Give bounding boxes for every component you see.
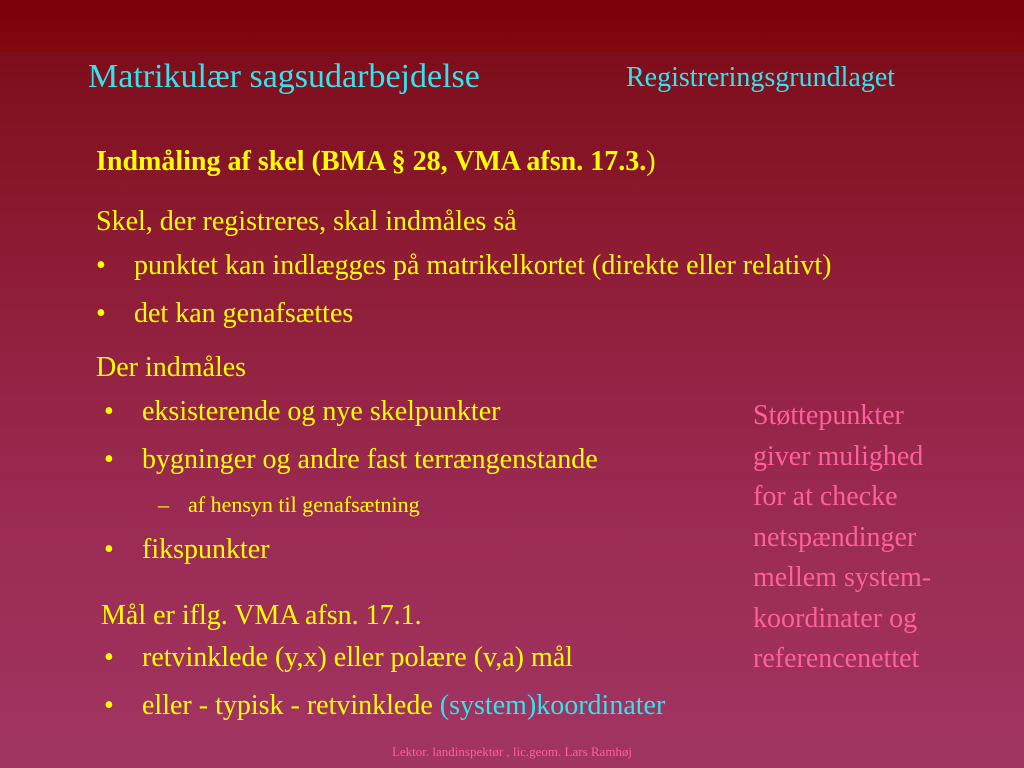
section1-intro: Skel, der registreres, skal indmåles så bbox=[96, 206, 517, 237]
note-line: netspændinger bbox=[753, 521, 917, 553]
list-item bbox=[104, 690, 665, 722]
note-line: Støttepunkter bbox=[753, 400, 904, 431]
bullet-marker: • bbox=[104, 444, 114, 475]
slide-title: Matrikulær sagsudarbejdelse bbox=[88, 58, 480, 95]
side-note bbox=[753, 396, 931, 680]
bullet-text: retvinklede (y,x) eller polære (v,a) mål bbox=[142, 642, 573, 673]
heading-bold-text: Indmåling af skel (BMA § 28, VMA afsn. 17.3. bbox=[96, 146, 647, 177]
bullet-text: eksisterende og nye skelpunkter bbox=[142, 396, 501, 427]
bullet-text: punktet kan indlægges på matrikelkortet (direkte eller relativt) bbox=[134, 250, 832, 281]
note-line: giver mulighed bbox=[753, 440, 924, 472]
section2-intro: Der indmåles bbox=[96, 352, 247, 383]
bullet-marker: • bbox=[96, 298, 106, 329]
section-heading bbox=[96, 146, 656, 178]
dash-marker: – bbox=[158, 492, 169, 517]
list-item bbox=[104, 642, 573, 674]
note-line: for at checke bbox=[753, 481, 898, 512]
highlight-text: (system)koordinater bbox=[439, 690, 666, 721]
bullet-marker: • bbox=[104, 534, 114, 565]
note-line: referencenettet bbox=[753, 643, 920, 674]
slide-footer: Lektor. landinspektør , lic.geom. Lars Ramhøj bbox=[391, 744, 633, 759]
list-item bbox=[104, 534, 270, 566]
note-line: mellem system- bbox=[753, 562, 932, 593]
list-item bbox=[104, 444, 598, 476]
bullet-text: bygninger og andre fast terrængenstande bbox=[142, 444, 598, 475]
bullet-marker: • bbox=[96, 250, 106, 281]
bullet-text: eller - typisk - retvinklede bbox=[142, 690, 440, 721]
bullet-text: det kan genafsættes bbox=[134, 298, 354, 329]
note-line: koordinater og bbox=[753, 602, 918, 634]
list-item bbox=[96, 250, 831, 282]
bullet-text: fikspunkter bbox=[142, 534, 270, 565]
heading-close-paren: ) bbox=[646, 146, 656, 177]
slide-subtitle: Registreringsgrundlaget bbox=[626, 62, 896, 93]
top-band bbox=[0, 0, 1024, 52]
section3-intro: Mål er iflg. VMA afsn. 17.1. bbox=[101, 600, 422, 631]
list-item bbox=[104, 396, 500, 428]
sub-list-item bbox=[158, 492, 420, 518]
bullet-marker: • bbox=[104, 642, 114, 673]
sub-bullet-text: af hensyn til genafsætning bbox=[188, 492, 420, 517]
bullet-marker: • bbox=[104, 690, 114, 721]
list-item bbox=[96, 298, 353, 330]
bullet-marker: • bbox=[104, 396, 114, 427]
